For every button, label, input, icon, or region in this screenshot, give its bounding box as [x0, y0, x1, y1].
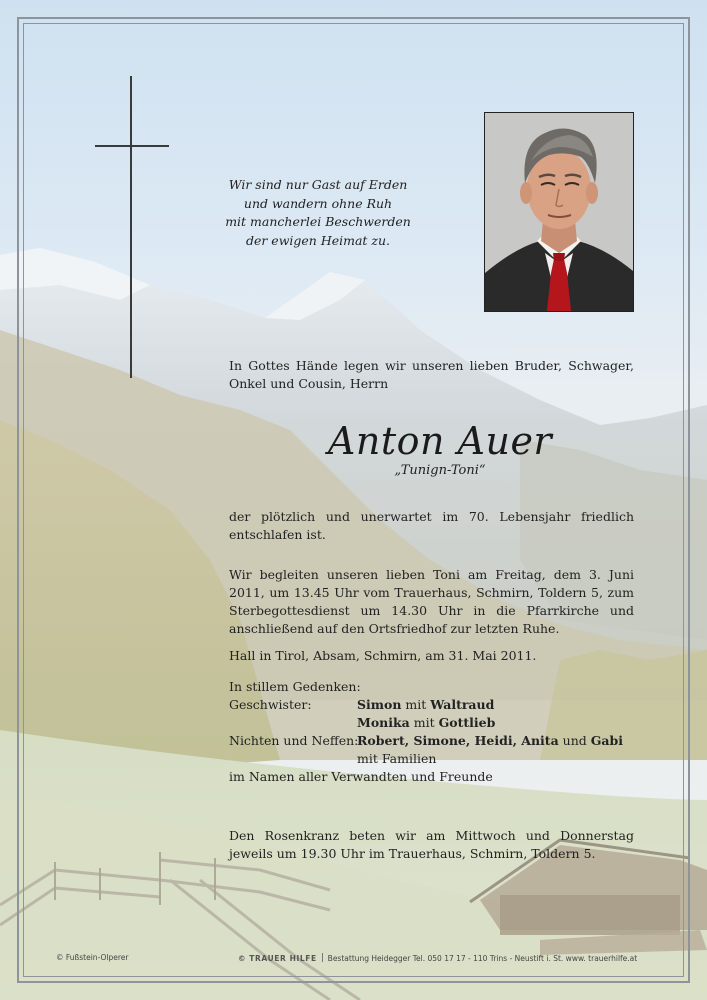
footer-divider — [322, 953, 323, 962]
sibling-conjunction: mit — [401, 697, 431, 712]
poem-line: der ewigen Heimat zu. — [245, 232, 391, 248]
nieces-label: Nichten und Neffen: — [229, 733, 359, 748]
funeral-notice: Wir begleiten unseren lieben Toni am Freitag, dem 3. Juni 2011, um 13.45 Uhr vom Trauerhaus, Schmirn, Toldern 5, zum Sterbegottesdienst um 14.30 Uhr in die Pfarrkirche und anschließend auf den Ortsfriedhof zur letzten Ruhe. — [229, 567, 634, 636]
sibling-partner: Gottlieb — [438, 715, 496, 730]
deceased-portrait — [484, 112, 634, 312]
deceased-name: Anton Auer — [327, 419, 553, 463]
siblings-row — [229, 714, 623, 732]
mourners-heading: In stillem Gedenken: — [229, 679, 361, 694]
siblings-label: Geschwister: — [229, 697, 312, 712]
memorial-poem — [218, 176, 418, 250]
poem-line: mit mancherlei Beschwerden — [225, 214, 411, 229]
mourners-heading-row — [229, 678, 623, 696]
nieces-last-name: Gabi — [590, 733, 624, 748]
sibling-name: Simon — [357, 697, 402, 712]
deceased-nickname: „Tunign-Toni“ — [394, 463, 486, 478]
cross-vertical-bar — [130, 76, 132, 378]
sibling-partner: Waltraud — [430, 697, 495, 712]
trauerhilfe-logo: © TRAUER HILFE — [238, 954, 317, 963]
closing-row — [229, 768, 623, 786]
sibling-name: Monika — [357, 715, 410, 730]
nieces-suffix: mit Familien — [357, 751, 437, 766]
mourners-list — [229, 678, 623, 786]
footer-brand — [238, 953, 637, 963]
nieces-names: Robert, Simone, Heidi, Anita — [357, 733, 559, 748]
nieces-suffix-row — [229, 750, 623, 768]
sibling-conjunction: mit — [409, 715, 439, 730]
company-info: Bestattung Heidegger Tel. 050 17 17 - 110 Trins - Neustift i. St. www. trauerhilfe.at — [327, 954, 638, 963]
poem-line: Wir sind nur Gast auf Erden — [228, 177, 408, 192]
nieces-conjunction: und — [558, 733, 591, 748]
place-and-date: Hall in Tirol, Absam, Schmirn, am 31. Mai 2011. — [229, 648, 537, 663]
poem-line: und wandern ohne Ruh — [243, 195, 393, 211]
nieces-row — [229, 732, 623, 750]
photo-credit: © Fußstein-Olperer — [56, 953, 129, 962]
mourners-closing: im Namen aller Verwandten und Freunde — [229, 769, 493, 784]
death-notice: der plötzlich und unerwartet im 70. Lebensjahr friedlich entschlafen ist. — [229, 509, 634, 542]
cross-horizontal-bar — [95, 145, 169, 147]
footer — [0, 953, 707, 967]
intro-text: In Gottes Hände legen wir unseren lieben Bruder, Schwager, Onkel und Cousin, Herrn — [229, 358, 634, 391]
siblings-row — [229, 696, 623, 714]
rosary-notice: Den Rosenkranz beten wir am Mittwoch und Donnerstag jeweils um 19.30 Uhr im Trauerhaus, Schmirn, Toldern 5. — [229, 828, 634, 861]
